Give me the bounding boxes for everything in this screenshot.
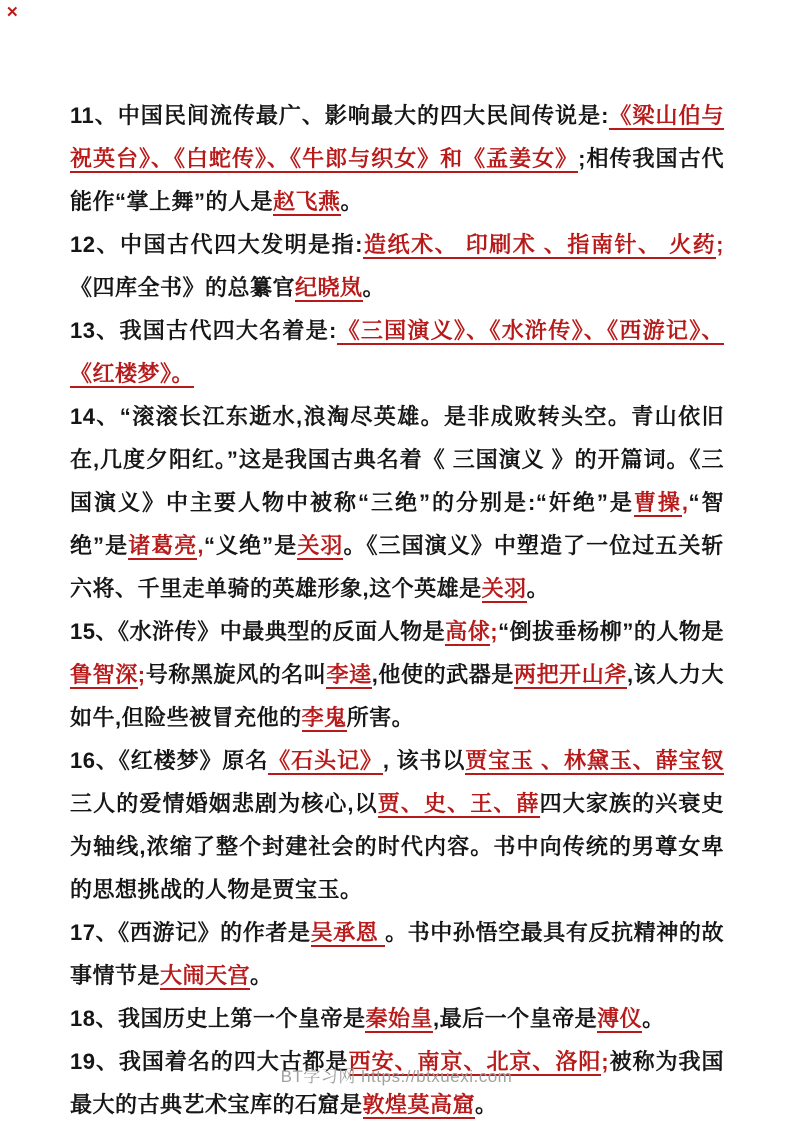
question-item-11: [70, 94, 724, 223]
answer-text: 李逵: [326, 662, 372, 687]
question-text: 。: [475, 1092, 498, 1117]
question-text: 四大家族的兴衰史为轴线,浓缩了整个封建社会的时代内容。书中向传统的男尊女卑的思想挑战的人物是贾宝玉。: [70, 791, 724, 902]
answer-punctuation: ;: [601, 1049, 610, 1074]
question-text: 。: [340, 189, 364, 214]
question-text: “义绝”是: [204, 533, 298, 558]
broken-image-icon: ✕: [6, 5, 19, 21]
question-text: 《四库全书》的总纂官: [70, 275, 296, 300]
question-text: 15、《水浒传》中最典型的反面人物是: [70, 619, 446, 644]
question-text: 三人的爱情婚姻悲剧为核心,以: [70, 791, 378, 816]
question-text: “倒拔垂杨柳”的人物是: [498, 619, 724, 644]
answer-text: 大闹天宫: [160, 963, 251, 988]
question-text: ,最后一个皇帝是: [433, 1006, 598, 1031]
answer-text: 《三国演义》、《水浒传》、《西游记》、《红楼梦》。: [70, 318, 724, 386]
question-item-12: [70, 223, 724, 309]
answer-text: 两把开山斧: [513, 662, 627, 687]
answer-text: 关羽: [481, 576, 527, 601]
question-text: 17、《西游记》的作者是: [70, 920, 311, 945]
question-item-18: [70, 997, 724, 1040]
question-text: 被称为我国最大的古典艺术宝库的石窟是: [70, 1049, 724, 1117]
answer-text: 秦始皇: [365, 1006, 433, 1031]
answer-text: 赵飞燕: [273, 189, 341, 214]
question-text: 12、中国古代四大发明是指:: [70, 232, 364, 257]
question-text: 。书中孙悟空最具有反抗精神的故事情节是: [70, 920, 724, 988]
answer-text: 贾宝玉 、林黛玉、薛宝钗: [465, 748, 724, 773]
answer-punctuation: ,: [681, 490, 689, 515]
answer-text: 敦煌莫高窟: [362, 1092, 476, 1117]
question-text: 。: [642, 1006, 665, 1031]
question-item-16: [70, 739, 724, 911]
watermark: BT学习网 https://btxuexi.com: [280, 1067, 513, 1086]
question-text: 。: [250, 963, 273, 988]
question-text: 18、我国历史上第一个皇帝是: [70, 1006, 366, 1031]
answer-text: 纪晓岚: [295, 275, 363, 300]
answer-text: 《梁山伯与祝英台》、《白蛇传》、《牛郎与织女》和《孟姜女》: [70, 103, 724, 171]
question-text: 16、《红楼梦》原名: [70, 748, 269, 773]
answer-punctuation: ;: [137, 662, 146, 687]
question-item-14: [70, 395, 724, 610]
answer-text: 西安、南京、北京、洛阳: [348, 1049, 602, 1074]
question-item-13: [70, 309, 724, 395]
answer-text: 曹操: [633, 490, 682, 515]
answer-text: 鲁智深: [70, 662, 138, 687]
question-text: 。: [526, 576, 550, 601]
answer-text: 高俅: [445, 619, 491, 644]
question-text: ,该人力大如牛,但险些被冒充他的: [70, 662, 724, 730]
question-text: 11、中国民间流传最广、影响最大的四大民间传说是:: [70, 103, 609, 128]
answer-text: 吴承恩: [310, 920, 386, 945]
question-item-17: [70, 911, 724, 997]
question-text: 19、我国着名的四大古都是: [70, 1049, 349, 1074]
answer-text: 造纸术、 印刷术 、指南针、 火药: [363, 232, 717, 257]
question-text: 14、“滚滚长江东逝水,浪淘尽英雄。是非成败转头空。青山依旧在,几度夕阳红。”这是我国古典名着《 三国演义 》的开篇词。《三国演义》中主要人物中被称“三绝”的分别是:“奸绝”是: [70, 404, 724, 515]
answer-text: 诸葛亮: [128, 533, 198, 558]
answer-punctuation: ;: [490, 619, 499, 644]
question-text: 。《三国演义》中塑造了一位过五关斩六将、千里走单骑的英雄形象,这个英雄是: [70, 533, 724, 601]
question-item-15: [70, 610, 724, 739]
answer-text: 关羽: [297, 533, 344, 558]
answer-text: 《石头记》: [268, 748, 383, 773]
question-text: “智绝”是: [70, 490, 724, 558]
question-text: 。: [362, 275, 386, 300]
question-text: ,他使的武器是: [371, 662, 514, 687]
question-text: 号称黑旋风的名叫: [145, 662, 327, 687]
question-text: 所害。: [346, 705, 415, 730]
answer-punctuation: ;: [716, 232, 724, 257]
answer-text: 溥仪: [597, 1006, 643, 1031]
document-body: [70, 94, 724, 1126]
question-text: , 该书以: [382, 748, 466, 773]
question-text: ;相传我国古代能作“掌上舞”的人是: [70, 146, 724, 214]
answer-text: 贾、史、王、薛: [377, 791, 540, 816]
answer-punctuation: ,: [197, 533, 204, 558]
answer-text: 李鬼: [301, 705, 347, 730]
question-text: 13、我国古代四大名着是:: [70, 318, 337, 343]
